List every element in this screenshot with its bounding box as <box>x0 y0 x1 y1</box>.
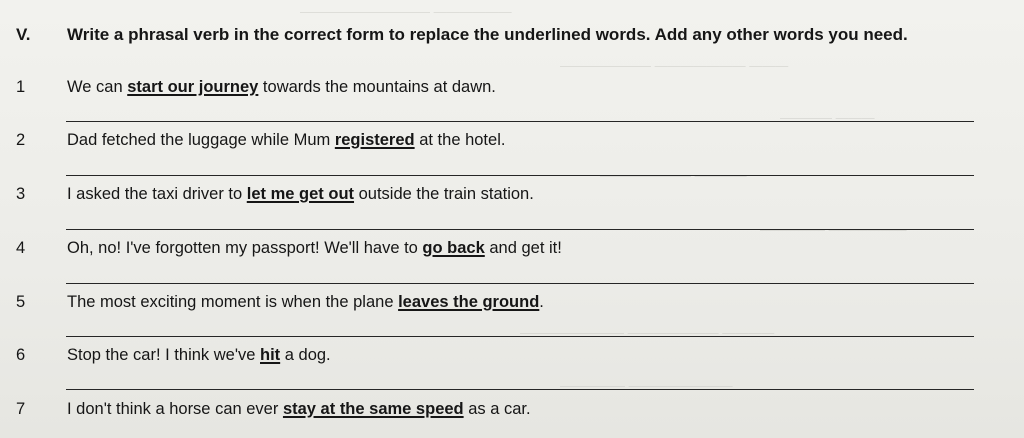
exercise-instruction: Write a phrasal verb in the correct form to replace the underlined words. Add any other words you need. <box>67 25 908 44</box>
question-number: 6 <box>16 346 26 364</box>
bleed-through-text: ————— —————— <box>760 222 907 237</box>
question-sentence: Dad fetched the luggage while Mum registered at the hotel. <box>67 131 506 149</box>
answer-line[interactable] <box>66 336 974 337</box>
bleed-through-text: ———— ——— <box>780 110 875 125</box>
answer-line[interactable] <box>66 229 974 230</box>
underlined-phrase: start our journey <box>127 78 259 96</box>
bleed-through-text: ———————— ——————— ———— <box>520 325 775 340</box>
question-sentence: We can start our journey towards the mountains at dawn. <box>67 78 496 96</box>
question-number: 3 <box>16 185 26 203</box>
question-sentence: I don't think a horse can ever stay at the same speed as a car. <box>67 400 531 418</box>
bleed-through-text: —————————— —————— <box>300 4 512 19</box>
question-number: 4 <box>16 239 26 257</box>
underlined-phrase: registered <box>334 131 415 149</box>
answer-line[interactable] <box>66 121 974 122</box>
question-number: 2 <box>16 131 26 149</box>
answer-line[interactable] <box>66 283 974 284</box>
question-number: 5 <box>16 293 26 311</box>
underlined-phrase: go back <box>422 239 485 257</box>
underlined-phrase: let me get out <box>246 185 355 203</box>
bleed-through-text: ——————— ———— <box>600 168 747 183</box>
question-sentence: Oh, no! I've forgotten my passport! We'll have to go back and get it! <box>67 239 562 257</box>
question-sentence: Stop the car! I think we've hit a dog. <box>67 346 331 364</box>
underlined-phrase: stay at the same speed <box>282 400 464 418</box>
question-sentence: I asked the taxi driver to let me get out outside the train station. <box>67 185 534 203</box>
answer-line[interactable] <box>66 389 974 390</box>
underlined-phrase: leaves the ground <box>398 293 540 311</box>
answer-line[interactable] <box>66 175 974 176</box>
question-sentence: The most exciting moment is when the plane leaves the ground. <box>67 293 544 311</box>
exercise-number: V. <box>16 25 31 44</box>
underlined-phrase: hit <box>260 346 281 364</box>
bleed-through-text: ——————— ——————— ——— <box>560 58 789 73</box>
question-number: 7 <box>16 400 26 418</box>
bleed-through-text: ————— ———————— <box>560 378 733 393</box>
question-number: 1 <box>16 78 26 96</box>
